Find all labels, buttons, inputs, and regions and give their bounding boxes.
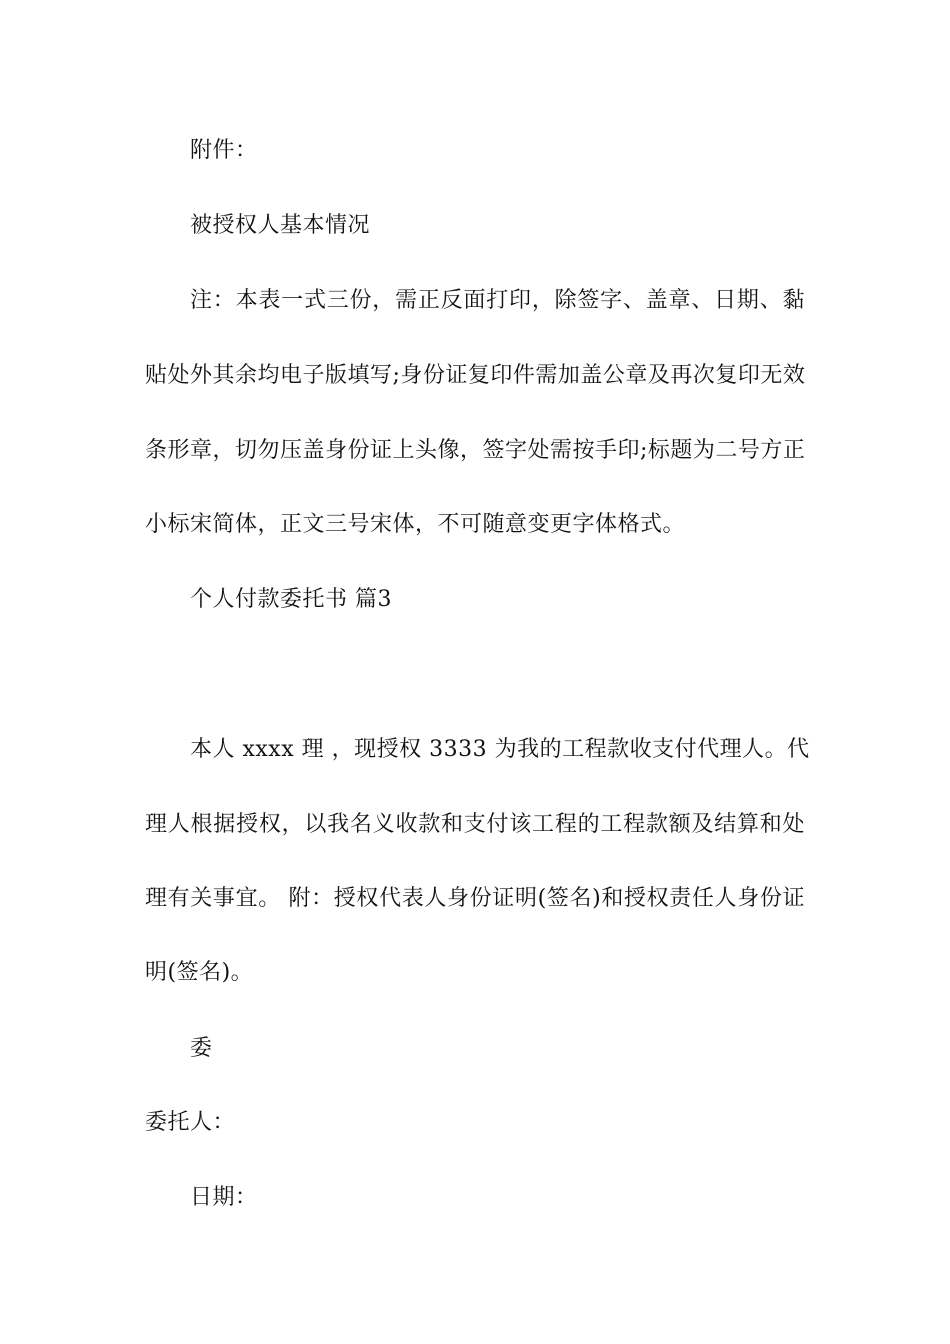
date-label: 日期： <box>190 1185 258 1210</box>
body-line-2: 理人根据授权，以我名义收款和支付该工程的工程款额及结算和处 <box>145 812 805 837</box>
section-heading: 被授权人基本情况 <box>190 213 371 238</box>
note-line-4: 小标宋简体，正文三号宋体，不可随意变更字体格式。 <box>145 512 686 537</box>
attachment-label: 附件： <box>190 138 258 163</box>
note-line-3: 条形章，切勿压盖身份证上头像，签字处需按手印;标题为二号方正 <box>145 438 806 463</box>
body-line-1: 本人 xxxx 理 ，现授权 3333 为我的工程款收支付代理人。代 <box>190 737 810 762</box>
body-line-3: 理有关事宜。 附：授权代表人身份证明(签名)和授权责任人身份证 <box>145 886 805 911</box>
note-line-2: 贴处外其余均电子版填写;身份证复印件需加盖公章及再次复印无效 <box>145 363 806 388</box>
principal-label: 委托人： <box>145 1110 236 1135</box>
note-line-1: 注：本表一式三份，需正反面打印，除签字、盖章、日期、黏 <box>190 288 805 313</box>
body-line-4: 明(签名)。 <box>145 960 254 985</box>
article-title: 个人付款委托书 篇3 <box>190 587 392 612</box>
closing-fragment: 委 <box>190 1036 213 1061</box>
